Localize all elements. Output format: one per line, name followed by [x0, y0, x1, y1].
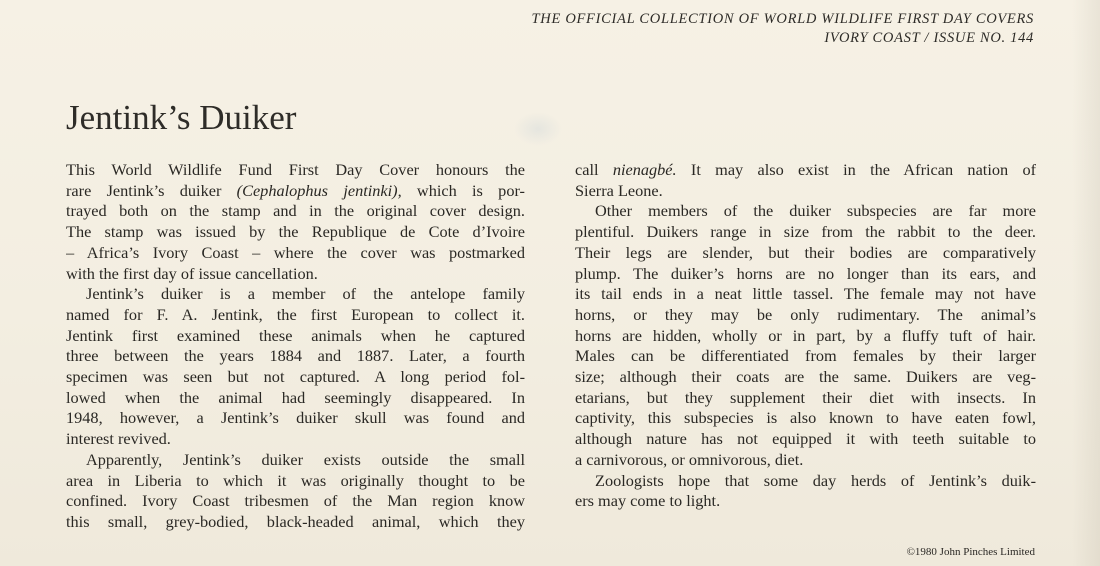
text-line: etarians, but they supplement their diet with insects. In	[575, 387, 1036, 407]
text-line: The stamp was issued by the Republique de Cote d’Ivoire	[66, 222, 525, 242]
text-line: with the first day of issue cancellation.	[66, 263, 318, 283]
text-line: named for F. A. Jentink, the first European to collect it.	[66, 304, 525, 324]
text-line: Their legs are slender, but their bodies are comparatively	[575, 242, 1036, 262]
text-line: lowed when the animal had seemingly disappeared. In	[66, 387, 525, 407]
text-line: plump. The duiker’s horns are no longer than its ears, and	[575, 263, 1036, 283]
text-line: horns, or they may be only rudimentary. The animal’s	[575, 304, 1036, 324]
text-line: this small, grey-bodied, black-headed animal, which they	[66, 511, 525, 531]
text-line: Jentink’s duiker is a member of the antelope family	[86, 284, 525, 304]
paper-smudge	[514, 112, 562, 146]
text-line: specimen was seen but not captured. A long period fol-	[66, 367, 525, 387]
text-line: call nienagbé. It may also exist in the African nation of	[575, 160, 1036, 179]
italic-term: (Cephalophus jentinki),	[236, 180, 402, 200]
text-line: size; although their coats are the same. Duikers are veg-	[575, 367, 1036, 387]
text-line: although nature has not equipped it with teeth suitable to	[575, 429, 1036, 449]
collection-title: THE OFFICIAL COLLECTION OF WORLD WILDLIFE FIRST DAY COVERS	[531, 11, 1034, 27]
text-line: Other members of the duiker subspecies are far more	[595, 201, 1036, 221]
text-line: area in Liberia to which it was originally thought to be	[66, 470, 525, 490]
text-line: three between the years 1884 and 1887. Later, a fourth	[66, 346, 525, 366]
text-line: ers may come to light.	[575, 491, 721, 511]
text-line: Apparently, Jentink’s duiker exists outside the small	[86, 449, 525, 469]
text-line: trayed both on the stamp and in the original cover design.	[66, 201, 525, 221]
copyright-notice: ©1980 John Pinches Limited	[906, 546, 1035, 558]
text-line: 1948, however, a Jentink’s duiker skull was found and	[66, 408, 525, 428]
page-title: Jentink’s Duiker	[66, 98, 297, 137]
card-edge-shadow	[1072, 0, 1100, 566]
text-line: its tail ends in a neat little tassel. The female may not have	[575, 284, 1036, 304]
text-line: captivity, this subspecies is also known to have eaten fowl,	[575, 408, 1036, 428]
text-line: confined. Ivory Coast tribesmen of the Man region know	[66, 491, 525, 511]
text-line: a carnivorous, or omnivorous, diet.	[575, 449, 804, 469]
left-text-column	[66, 160, 525, 533]
text-line: Males can be differentiated from females by their larger	[575, 346, 1036, 366]
text-line: Sierra Leone.	[575, 180, 663, 200]
right-text-column	[575, 160, 1036, 512]
text-line: rare Jentink’s duiker (Cephalophus jentinki), which is por-	[66, 180, 525, 200]
text-line: Jentink first examined these animals when he captured	[66, 325, 525, 345]
text-line: plentiful. Duikers range in size from the rabbit to the deer.	[575, 222, 1036, 242]
text-line: Zoologists hope that some day herds of Jentink’s duik-	[595, 470, 1036, 490]
collection-header	[532, 10, 1034, 48]
text-line: – Africa’s Ivory Coast – where the cover was postmarked	[66, 242, 525, 262]
italic-term: nienagbé.	[612, 160, 677, 179]
text-line: This World Wildlife Fund First Day Cover honours the	[66, 160, 525, 179]
text-line: interest revived.	[66, 429, 171, 449]
text-line: horns are hidden, wholly or in part, by a fluffy tuft of hair.	[575, 325, 1036, 345]
issue-line: IVORY COAST / ISSUE NO. 144	[824, 30, 1034, 46]
